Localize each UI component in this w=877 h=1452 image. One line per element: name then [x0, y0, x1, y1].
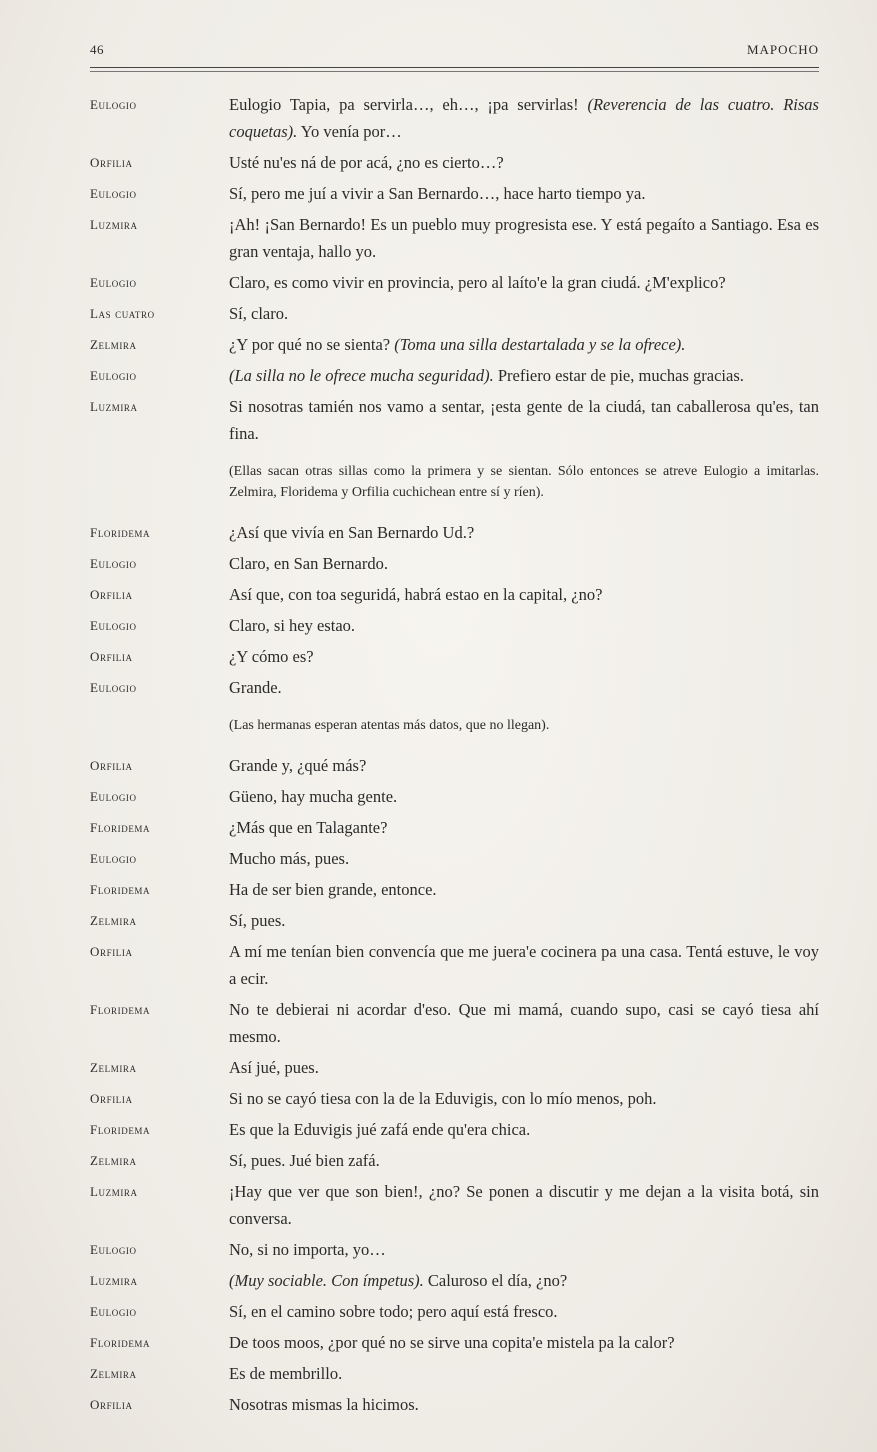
- speech-text: [229, 180, 819, 207]
- speech-fragment: ¿Más que en Talagante?: [229, 818, 388, 837]
- speaker-name: Zelmira: [90, 1366, 137, 1381]
- speaker-name: Luzmira: [90, 399, 138, 414]
- speech-text: [229, 1391, 819, 1418]
- dialogue-line: [90, 91, 819, 145]
- speaker-name: Eulogio: [90, 1304, 137, 1319]
- dialogue-line: [90, 519, 819, 546]
- dialogue-line: [90, 1329, 819, 1356]
- speech-text: [229, 1236, 819, 1263]
- speaker-name: Eulogio: [90, 556, 137, 571]
- speech-fragment: Así que, con toa seguridá, habrá estao en la capital, ¿no?: [229, 585, 603, 604]
- dialogue-line: [90, 180, 819, 207]
- speaker-name: Eulogio: [90, 680, 137, 695]
- speech-text: [229, 581, 819, 608]
- speech-fragment: Mucho más, pues.: [229, 849, 350, 868]
- speech-fragment: Es de membrillo.: [229, 1364, 343, 1383]
- stage-direction-inline: (La silla no le ofrece mucha seguridad).: [229, 366, 494, 385]
- speech-fragment: Sí, claro.: [229, 304, 289, 323]
- stage-direction-inline: (Reverencia de las cuatro. Risas coquetas).: [229, 95, 819, 141]
- speaker-name: Eulogio: [90, 618, 137, 633]
- speech-text: [229, 1267, 819, 1294]
- dialogue-line: [90, 876, 819, 903]
- speech-text: [229, 1178, 819, 1232]
- dialogue-line: [90, 845, 819, 872]
- speaker-name: Eulogio: [90, 186, 137, 201]
- dialogue-line: [90, 300, 819, 327]
- speaker-name: Eulogio: [90, 368, 137, 383]
- speaker-name: Eulogio: [90, 275, 137, 290]
- speech-fragment: ¡Ah! ¡San Bernardo! Es un pueblo muy progresista ese. Y está pegaíto a Santiago. Esa es gran ventaja, hallo yo.: [229, 215, 819, 261]
- speaker-name: Eulogio: [90, 97, 137, 112]
- speech-fragment: Nosotras mismas la hicimos.: [229, 1395, 419, 1414]
- dialogue-line: [90, 643, 819, 670]
- speech-fragment: Ha de ser bien grande, entonce.: [229, 880, 437, 899]
- speech-text: [229, 938, 819, 992]
- speech-text: [229, 300, 819, 327]
- dialogue-line: [90, 1236, 819, 1263]
- speech-text: [229, 1298, 819, 1325]
- speech-text: [229, 519, 819, 546]
- dialogue-line: [90, 1360, 819, 1387]
- speech-fragment: Prefiero estar de pie, muchas gracias.: [493, 366, 744, 385]
- page-header: [90, 42, 819, 64]
- speech-text: [229, 362, 819, 389]
- speech-text: [229, 643, 819, 670]
- speech-text: [229, 814, 819, 841]
- speaker-name: Eulogio: [90, 851, 137, 866]
- dialogue-line: [90, 1147, 819, 1174]
- speaker-name: Luzmira: [90, 1273, 138, 1288]
- speaker-name: Las cuatro: [90, 306, 155, 321]
- speech-fragment: ¿Y por qué no se sienta?: [229, 335, 395, 354]
- dialogue-line: [90, 1391, 819, 1418]
- speaker-name: Floridema: [90, 1002, 151, 1017]
- dialogue-line: [90, 907, 819, 934]
- stage-direction-1: (Ellas sacan otras sillas como la primera y se sientan. Sólo entonces se atreve Eulogio a imitarlas. Zelmira, Floridema y Orfilia cuchichean entre sí y ríen).: [229, 464, 819, 500]
- dialogue-line: [90, 674, 819, 701]
- speech-text: [229, 783, 819, 810]
- speech-fragment: Usté nu'es ná de por acá, ¿no es cierto…?: [229, 153, 504, 172]
- speech-fragment: ¿Así que vivía en San Bernardo Ud.?: [229, 523, 475, 542]
- speech-text: [229, 393, 819, 447]
- dialogue-line: [90, 331, 819, 358]
- speech-text: [229, 907, 819, 934]
- speech-fragment: Sí, pero me juí a vivir a San Bernardo…, hace harto tiempo ya.: [229, 184, 646, 203]
- speech-fragment: A mí me tenían bien convencía que me juera'e cocinera pa una casa. Tentá estuve, le voy a ecir.: [229, 942, 819, 988]
- speech-text: [229, 612, 819, 639]
- speech-text: [229, 1147, 819, 1174]
- speech-text: [229, 674, 819, 701]
- speech-fragment: Sí, pues. Jué bien zafá.: [229, 1151, 380, 1170]
- speech-text: [229, 876, 819, 903]
- speech-text: [229, 845, 819, 872]
- speech-fragment: No, si no importa, yo…: [229, 1240, 386, 1259]
- speech-text: [229, 211, 819, 265]
- speaker-name: Orfilia: [90, 1091, 133, 1106]
- stage-direction-inline: (Muy sociable. Con ímpetus).: [229, 1271, 424, 1290]
- dialogue-line: [90, 269, 819, 296]
- speech-fragment: Si no se cayó tiesa con la de la Eduvigis, con lo mío menos, poh.: [229, 1089, 657, 1108]
- speech-text: [229, 269, 819, 296]
- stage-direction-inline: (Toma una silla destartalada y se la ofrece).: [394, 335, 686, 354]
- dialogue-line: [90, 1116, 819, 1143]
- speech-text: [229, 331, 819, 358]
- speaker-name: Orfilia: [90, 649, 133, 664]
- speech-fragment: Eulogio Tapia, pa servirla…, eh…, ¡pa servirlas!: [229, 95, 588, 114]
- speaker-name: Orfilia: [90, 1397, 133, 1412]
- speech-text: [229, 996, 819, 1050]
- speech-fragment: No te debierai ni acordar d'eso. Que mi mamá, cuando supo, casi se cayó tiesa ahí mesmo.: [229, 1000, 819, 1046]
- header-rule-thin: [90, 71, 819, 72]
- speaker-name: Zelmira: [90, 1060, 137, 1075]
- speaker-name: Luzmira: [90, 217, 138, 232]
- speech-fragment: Claro, es como vivir en provincia, pero al laíto'e la gran ciudá. ¿M'explico?: [229, 273, 726, 292]
- speaker-name: Luzmira: [90, 1184, 138, 1199]
- speech-text: [229, 91, 819, 145]
- speech-text: [229, 1054, 819, 1081]
- dialogue-line: [90, 783, 819, 810]
- speech-text: [229, 149, 819, 176]
- dialogue-line: [90, 1267, 819, 1294]
- speech-text: [229, 752, 819, 779]
- dialogue-line: [90, 581, 819, 608]
- speech-fragment: Claro, si hey estao.: [229, 616, 356, 635]
- speech-fragment: Caluroso el día, ¿no?: [423, 1271, 568, 1290]
- speaker-name: Floridema: [90, 882, 151, 897]
- speech-fragment: Yo venía por…: [297, 122, 402, 141]
- speech-fragment: Sí, en el camino sobre todo; pero aquí está fresco.: [229, 1302, 558, 1321]
- speech-text: [229, 1085, 819, 1112]
- speaker-name: Floridema: [90, 525, 151, 540]
- stage-direction-2: (Las hermanas esperan atentas más datos, que no llegan).: [229, 718, 550, 733]
- dialogue-line: [90, 1054, 819, 1081]
- journal-title: MAPOCHO: [746, 42, 819, 57]
- dialogue-line: [90, 1178, 819, 1232]
- play-text: [90, 91, 819, 1422]
- dialogue-line: [90, 814, 819, 841]
- dialogue-line: [90, 550, 819, 577]
- speech-fragment: Así jué, pues.: [229, 1058, 319, 1077]
- dialogue-line: [90, 938, 819, 992]
- speech-fragment: Claro, en San Bernardo.: [229, 554, 388, 573]
- speaker-name: Floridema: [90, 1122, 151, 1137]
- header-rule: [90, 67, 819, 68]
- speech-fragment: Güeno, hay mucha gente.: [229, 787, 398, 806]
- speech-fragment: ¿Y cómo es?: [229, 647, 314, 666]
- speech-fragment: ¡Hay que ver que son bien!, ¿no? Se ponen a discutir y me dejan a la visita botá, sin conversa.: [229, 1182, 819, 1228]
- speaker-name: Zelmira: [90, 1153, 137, 1168]
- speech-text: [229, 1360, 819, 1387]
- speaker-name: Orfilia: [90, 758, 133, 773]
- dialogue-block-3: [90, 752, 819, 1418]
- speaker-name: Floridema: [90, 820, 151, 835]
- dialogue-line: [90, 996, 819, 1050]
- dialogue-line: [90, 1085, 819, 1112]
- speaker-name: Floridema: [90, 1335, 151, 1350]
- speech-fragment: Grande.: [229, 678, 282, 697]
- dialogue-line: [90, 612, 819, 639]
- dialogue-line: [90, 1298, 819, 1325]
- speaker-name: Orfilia: [90, 944, 133, 959]
- dialogue-line: [90, 752, 819, 779]
- speech-text: [229, 1116, 819, 1143]
- dialogue-line: [90, 211, 819, 265]
- speech-fragment: Si nosotras tamién nos vamo a sentar, ¡esta gente de la ciudá, tan caballerosa qu'es, tan fina.: [229, 397, 819, 443]
- speech-text: [229, 1329, 819, 1356]
- speech-fragment: Es que la Eduvigis jué zafá ende qu'era chica.: [229, 1120, 531, 1139]
- speaker-name: Eulogio: [90, 1242, 137, 1257]
- dialogue-block-1: [90, 91, 819, 447]
- speech-text: [229, 550, 819, 577]
- dialogue-line: [90, 149, 819, 176]
- page-number: 46: [90, 42, 104, 57]
- speaker-name: Orfilia: [90, 155, 133, 170]
- speaker-name: Zelmira: [90, 337, 137, 352]
- speaker-name: Zelmira: [90, 913, 137, 928]
- speaker-name: Eulogio: [90, 789, 137, 804]
- dialogue-line: [90, 393, 819, 447]
- speech-fragment: Grande y, ¿qué más?: [229, 756, 367, 775]
- speaker-name: Orfilia: [90, 587, 133, 602]
- speech-fragment: De toos moos, ¿por qué no se sirve una copita'e mistela pa la calor?: [229, 1333, 675, 1352]
- dialogue-line: [90, 362, 819, 389]
- dialogue-block-2: [90, 519, 819, 701]
- speech-fragment: Sí, pues.: [229, 911, 286, 930]
